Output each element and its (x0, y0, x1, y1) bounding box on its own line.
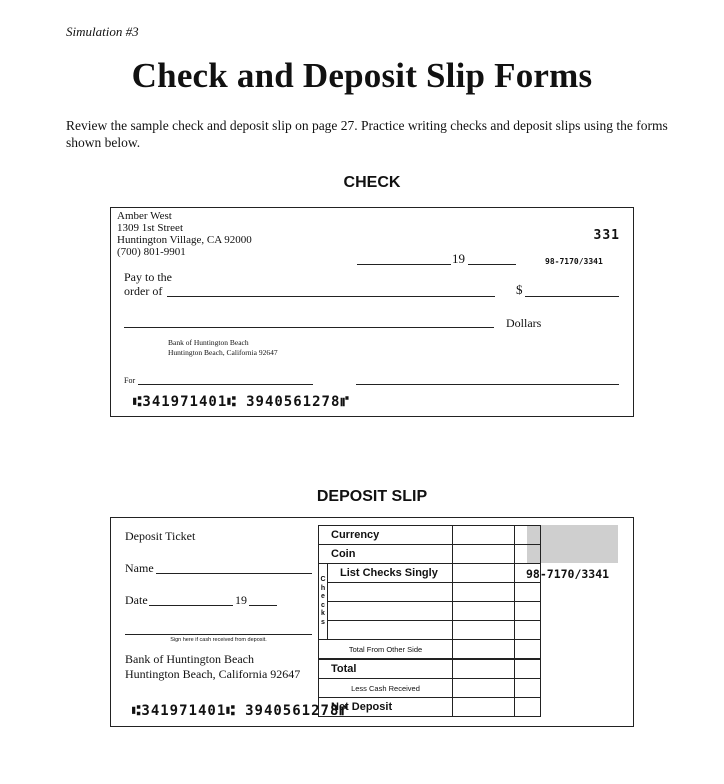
name-label: Name (125, 561, 154, 575)
deposit-date-year-prefix: 19 (235, 593, 247, 607)
payer-name: Amber West (117, 210, 172, 222)
checks-vertical-label (319, 564, 328, 640)
simulation-label: Simulation #3 (66, 24, 139, 39)
check-entry-row (319, 564, 541, 583)
name-line[interactable] (156, 573, 312, 574)
check-cents-cell[interactable] (515, 621, 541, 640)
less-cash-label: Less Cash Received (319, 679, 453, 698)
payer-street: 1309 1st Street (117, 222, 183, 234)
net-deposit-row (319, 698, 541, 717)
date-year-prefix: 19 (452, 251, 465, 266)
payer-phone: (700) 801-9901 (117, 246, 186, 258)
net-deposit-cents-cell[interactable] (515, 698, 541, 717)
check-dollars-cell[interactable] (453, 564, 515, 583)
check-dollars-cell[interactable] (453, 602, 515, 621)
check-number: 331 (593, 228, 620, 243)
dollar-sign: $ (516, 282, 523, 297)
total-other-side-label: Total From Other Side (319, 640, 453, 660)
page-title: Check and Deposit Slip Forms (131, 56, 593, 95)
coin-cents-cell[interactable] (515, 545, 541, 564)
net-deposit-label: Net Deposit (319, 698, 453, 717)
checks-vertical-text: C h e c k s (320, 576, 326, 626)
currency-dollars-cell[interactable] (453, 526, 515, 545)
deposit-routing-fraction: 98-7170/3341 (526, 567, 610, 581)
check-entry-cell[interactable] (328, 621, 453, 640)
memo-label: For (124, 376, 136, 385)
total-cents-cell[interactable] (515, 659, 541, 679)
check-dollars-cell[interactable] (453, 621, 515, 640)
deposit-amount-table (318, 525, 541, 717)
deposit-bank-name: Bank of Huntington Beach (125, 652, 254, 666)
less-cash-row (319, 679, 541, 698)
list-checks-label: List Checks Singly (328, 564, 453, 583)
coin-label: Coin (319, 545, 453, 564)
check-entry-row (319, 621, 541, 640)
check-cents-cell[interactable] (515, 583, 541, 602)
deposit-section-title: DEPOSIT SLIP (316, 488, 428, 505)
deposit-date-year-line[interactable] (249, 605, 277, 606)
signature-line[interactable] (356, 384, 619, 385)
check-form (110, 207, 634, 417)
check-micr-line: ⑆341971401⑆ 3940561278⑈ (133, 394, 350, 410)
check-dollars-cell[interactable] (453, 583, 515, 602)
bank-city: Huntington Beach, California 92647 (168, 348, 278, 357)
less-cash-cents-cell[interactable] (515, 679, 541, 698)
payee-line[interactable] (167, 296, 495, 297)
total-dollars-cell[interactable] (453, 659, 515, 679)
date-year-line[interactable] (468, 264, 516, 265)
check-entry-row (319, 583, 541, 602)
memo-line[interactable] (138, 384, 313, 385)
deposit-date-line[interactable] (149, 605, 233, 606)
deposit-date-label: Date (125, 593, 148, 607)
coin-row (319, 545, 541, 564)
check-cents-cell[interactable] (515, 564, 541, 583)
check-entry-cell[interactable] (328, 602, 453, 621)
check-entry-row (319, 602, 541, 621)
date-line[interactable] (357, 264, 451, 265)
dollars-label: Dollars (506, 316, 542, 330)
total-other-dollars-cell[interactable] (453, 640, 515, 660)
payer-city: Huntington Village, CA 92000 (117, 234, 252, 246)
sign-note: Sign here if cash received from deposit. (170, 637, 267, 643)
amount-words-line[interactable] (124, 327, 494, 328)
total-other-side-row (319, 640, 541, 660)
deposit-bank-city: Huntington Beach, California 92647 (125, 667, 301, 681)
deposit-micr-line: ⑆341971401⑆ 3940561278⑈ (132, 703, 349, 719)
deposit-ticket-label: Deposit Ticket (125, 529, 196, 543)
coin-dollars-cell[interactable] (453, 545, 515, 564)
amount-box-line[interactable] (525, 296, 619, 297)
total-label: Total (319, 659, 453, 679)
bank-name: Bank of Huntington Beach (168, 338, 249, 347)
intro-text: Review the sample check and deposit slip on page 27. Practice writing checks and deposit slips using the forms shown below. (66, 118, 668, 150)
currency-label: Currency (319, 526, 453, 545)
total-other-cents-cell[interactable] (515, 640, 541, 660)
order-of-label: order of (124, 284, 163, 298)
check-cents-cell[interactable] (515, 602, 541, 621)
net-deposit-dollars-cell[interactable] (453, 698, 515, 717)
currency-cents-cell[interactable] (515, 526, 541, 545)
check-entry-cell[interactable] (328, 583, 453, 602)
deposit-signature-line[interactable] (125, 634, 312, 635)
routing-fraction: 98-7170/3341 (545, 257, 603, 266)
check-section-title: CHECK (343, 174, 401, 191)
currency-row (319, 526, 541, 545)
total-row (319, 659, 541, 679)
less-cash-dollars-cell[interactable] (453, 679, 515, 698)
pay-to-label: Pay to the (124, 270, 172, 284)
